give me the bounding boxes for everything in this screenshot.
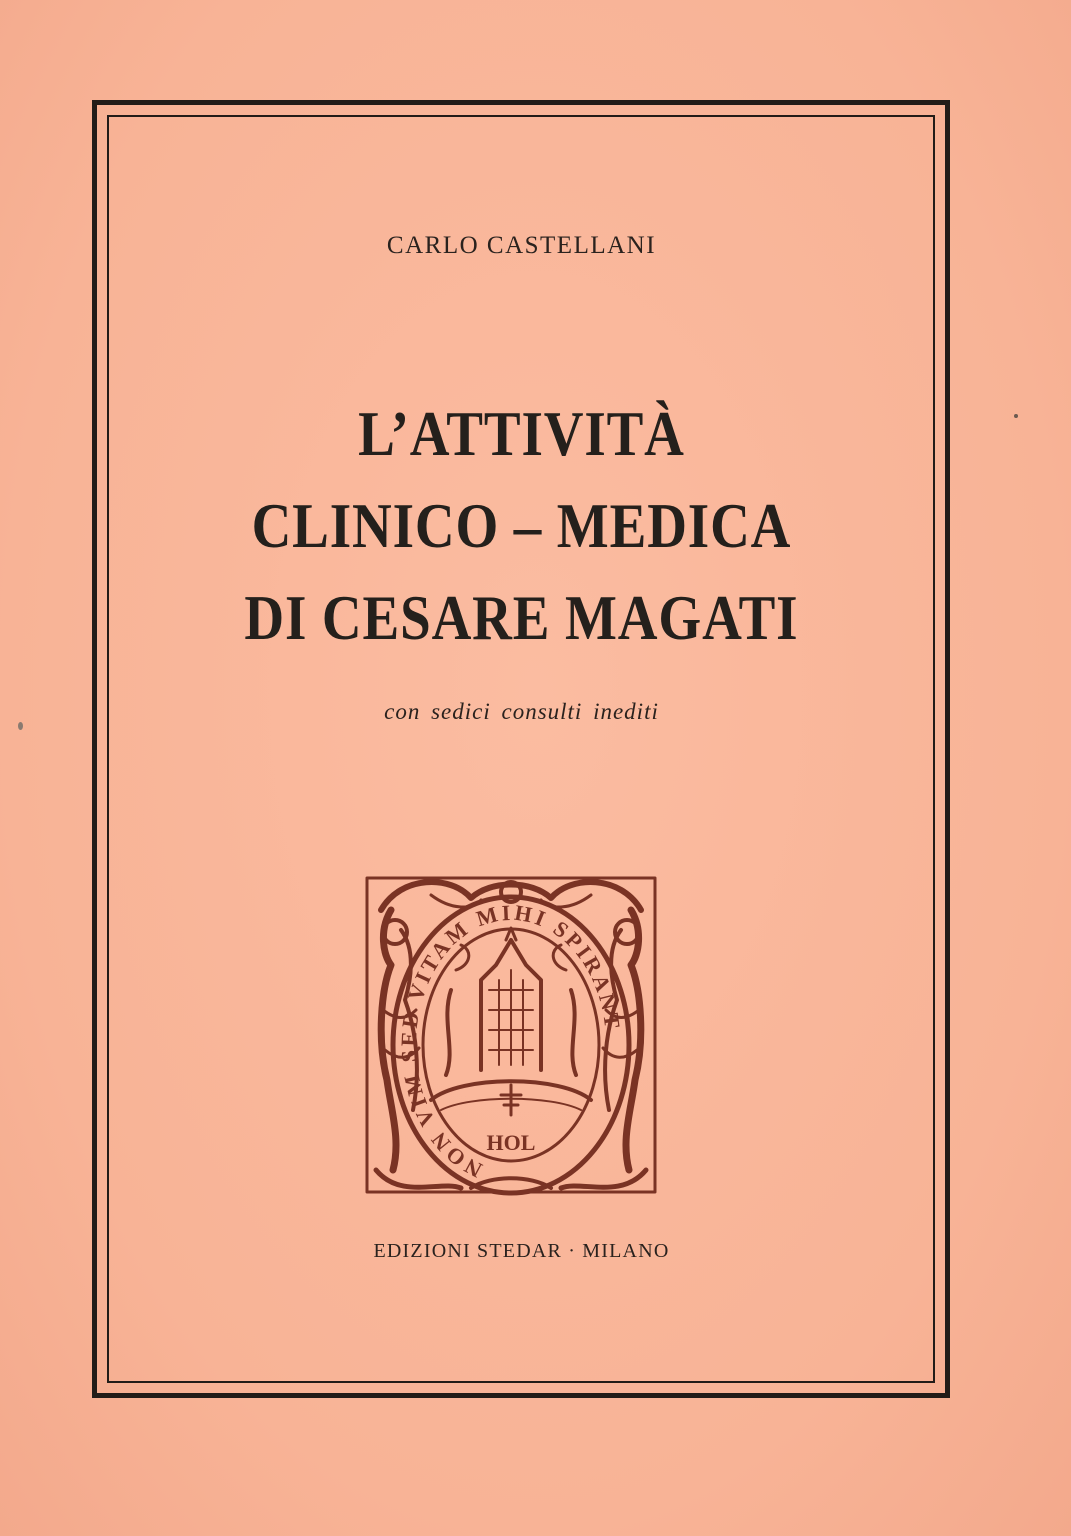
subtitle: con sedici consulti inediti [384, 699, 659, 724]
title-line-1: L’ATTIVITÀ [358, 398, 685, 469]
paper-speck [18, 722, 23, 730]
author-name: CARLO CASTELLANI [386, 232, 657, 259]
paper-speck [1014, 414, 1018, 418]
emblem-motto: NON VIM SED VITAM MIHI SPIRANT [395, 899, 626, 1183]
printer-emblem-woodcut [361, 870, 661, 1200]
title-line-2: CLINICO – MEDICA [251, 490, 792, 561]
book-title [73, 388, 970, 664]
title-line-3: DI CESARE MAGATI [244, 582, 799, 653]
publisher-imprint: EDIZIONI STEDAR · MILANO [373, 1240, 670, 1262]
emblem-monogram: HOL [486, 1130, 536, 1155]
